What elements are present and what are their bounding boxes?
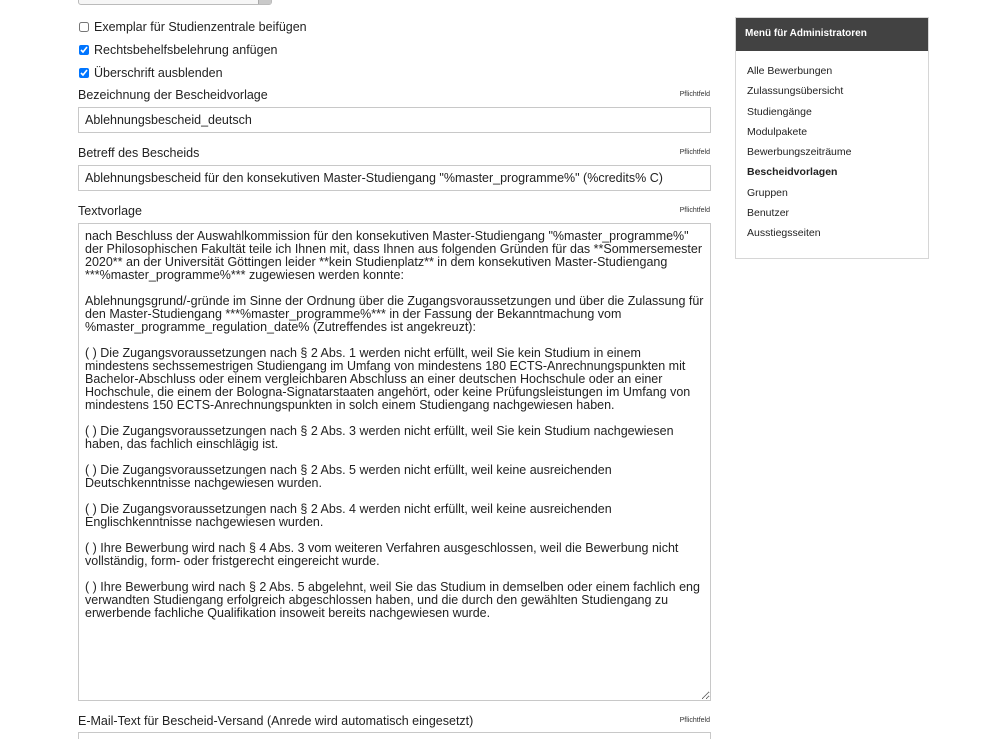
copy-checkbox-row[interactable] — [78, 19, 307, 35]
copy-checkbox-label: Exemplar für Studienzentrale beifügen — [94, 20, 307, 34]
email-text-input[interactable] — [78, 732, 711, 739]
admin-menu-item-ausstiegsseiten[interactable]: Ausstiegsseiten — [747, 227, 821, 240]
admin-menu-item-zulassungsuebersicht[interactable]: Zulassungsübersicht — [747, 85, 844, 98]
admin-menu-title: Menü für Administratoren — [736, 18, 928, 51]
admin-menu-item-bewerbungszeitraeume[interactable]: Bewerbungszeiträume — [747, 146, 852, 159]
email-text-label: E-Mail-Text für Bescheid-Versand (Anrede wird automatisch eingesetzt) — [78, 714, 474, 728]
required-hint: Pflichtfeld — [679, 91, 710, 98]
admin-menu-item-gruppen[interactable]: Gruppen — [747, 186, 788, 199]
admin-menu-item-modulpakete[interactable]: Modulpakete — [747, 125, 808, 138]
admin-menu-list — [736, 51, 928, 247]
legal-checkbox-row[interactable] — [78, 42, 277, 58]
required-hint: Pflichtfeld — [679, 207, 710, 214]
legal-checkbox-label: Rechtsbehelfsbelehrung anfügen — [94, 43, 278, 57]
copy-checkbox[interactable] — [79, 22, 89, 32]
required-hint: Pflichtfeld — [679, 149, 710, 156]
legal-checkbox[interactable] — [79, 45, 89, 55]
admin-menu-item-benutzer[interactable]: Benutzer — [747, 207, 790, 220]
hide-heading-checkbox-row[interactable] — [78, 65, 223, 81]
hide-heading-checkbox-label: Überschrift ausblenden — [94, 66, 223, 80]
name-input[interactable] — [78, 107, 711, 133]
subject-input[interactable] — [78, 165, 711, 191]
required-hint: Pflichtfeld — [679, 717, 710, 724]
hide-heading-checkbox[interactable] — [79, 68, 89, 78]
subject-label: Betreff des Bescheids — [78, 146, 200, 160]
admin-menu-item-alle-bewerbungen[interactable]: Alle Bewerbungen — [747, 65, 833, 77]
name-label: Bezeichnung der Bescheidvorlage — [78, 88, 268, 102]
chevron-down-icon[interactable] — [258, 0, 271, 4]
admin-menu-item-studiengaenge[interactable]: Studiengänge — [747, 105, 812, 118]
admin-menu-item-bescheidvorlagen[interactable]: Bescheidvorlagen — [747, 166, 838, 179]
admin-menu — [735, 17, 929, 259]
template-textarea[interactable] — [78, 223, 711, 701]
template-label: Textvorlage — [78, 204, 142, 218]
language-select[interactable] — [78, 0, 272, 5]
